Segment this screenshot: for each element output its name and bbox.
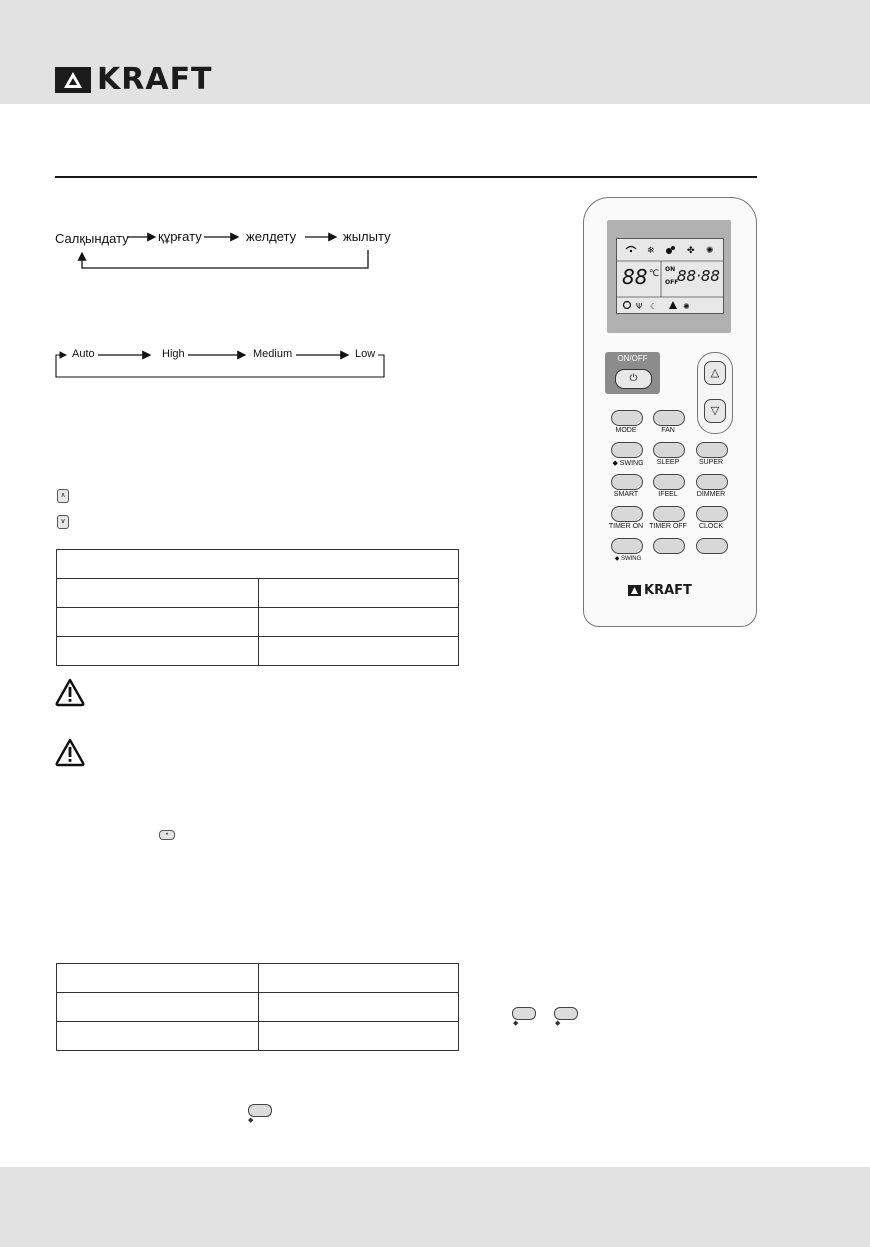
super-button-label: SUPER [698, 459, 724, 466]
swing-arrow-icon: ◆ [513, 1020, 519, 1027]
mode-button[interactable] [611, 410, 643, 426]
table-row [57, 550, 459, 579]
brand-logo [55, 62, 213, 97]
vertical-swing-button-icon [554, 1007, 578, 1020]
warning-triangle-icon [54, 677, 86, 707]
table-cell [57, 579, 259, 608]
table-cell [57, 993, 259, 1022]
swing-button-icon [248, 1104, 272, 1117]
settings-table-2 [56, 963, 459, 1051]
table-cell [259, 579, 459, 608]
clock-button-label: CLOCK [698, 523, 724, 530]
svg-text:Ψ: Ψ [636, 302, 643, 311]
svg-text:✤: ✤ [687, 246, 695, 256]
swing-arrow-icon: ◆ [555, 1020, 561, 1027]
table-row [57, 1022, 459, 1051]
settings-table-1 [56, 549, 459, 666]
mode-step-fan: желдету [246, 229, 297, 244]
dimmer-button-label: DIMMER [696, 491, 726, 498]
table-cell [259, 964, 459, 993]
horizontal-swing-button-icon [512, 1007, 536, 1020]
brand-name: KRAFT [97, 62, 213, 97]
swing-horizontal-text: SWING [620, 556, 642, 562]
dimmer-button[interactable] [696, 474, 728, 490]
svg-text:☾: ☾ [650, 302, 658, 311]
ifeel-button-label: IFEEL [658, 491, 678, 498]
up-triangle-icon: ∧ [57, 489, 69, 503]
blank-button-1[interactable] [653, 538, 685, 554]
fan-button[interactable] [653, 410, 685, 426]
super-button[interactable] [696, 442, 728, 458]
power-button[interactable]: ⏻ [615, 369, 652, 389]
ifeel-button[interactable] [653, 474, 685, 490]
page-header [0, 0, 870, 104]
table-cell [57, 608, 259, 637]
sleep-button-label: SLEEP [656, 459, 680, 466]
mode-step-heat: жылыту [343, 229, 391, 244]
swing-horizontal-button[interactable] [611, 538, 643, 554]
section-divider [55, 176, 757, 178]
table-cell [57, 964, 259, 993]
timer-off-label: TIMER OFF [649, 523, 687, 530]
table-row [57, 993, 459, 1022]
temp-up-button[interactable]: △ [704, 361, 726, 385]
warning-triangle-icon [54, 737, 86, 767]
brand-mark-icon [628, 585, 641, 596]
lcd-temp-unit: ℃ [649, 269, 660, 279]
svg-text:✺: ✺ [706, 246, 714, 256]
onoff-panel [605, 352, 660, 394]
table-cell [57, 550, 459, 579]
lcd-frame [607, 220, 731, 333]
remote-brand-logo [628, 585, 692, 596]
mode-step-dry: құрғату [158, 229, 202, 244]
table-cell [259, 1022, 459, 1051]
onoff-label: ON/OFF [617, 354, 648, 363]
table-row [57, 608, 459, 637]
temperature-rocker [697, 352, 733, 434]
svg-text:❄: ❄ [647, 246, 655, 256]
swing-horizontal-label: ◆ SWING [614, 556, 642, 562]
table-cell [57, 1022, 259, 1051]
fan-step-medium: Medium [253, 348, 293, 360]
down-triangle-icon: ∨ [57, 515, 69, 529]
table-cell [259, 608, 459, 637]
mode-step-cool: Салқындату [55, 231, 129, 246]
table-cell [57, 637, 259, 666]
swing-vertical-label: ◆ SWING [612, 460, 644, 467]
clock-button[interactable] [696, 506, 728, 522]
lcd-display [616, 238, 724, 314]
table-cell [259, 637, 459, 666]
fan-step-high: High [162, 348, 185, 360]
remote-control [583, 197, 757, 627]
lcd-off-label: OFF [665, 279, 679, 286]
mode-button-label: MODE [615, 427, 637, 434]
blank-button-2[interactable] [696, 538, 728, 554]
swing-vertical-text: SWING [619, 460, 644, 467]
inline-button-icon: • [159, 830, 175, 840]
smart-button[interactable] [611, 474, 643, 490]
sleep-button[interactable] [653, 442, 685, 458]
fan-step-low: Low [355, 348, 376, 360]
lcd-clock: 88·88 [677, 267, 720, 285]
fan-button-label: FAN [661, 427, 675, 434]
timer-on-label: TIMER ON [608, 523, 644, 530]
brand-mark-icon [55, 67, 91, 93]
fan-step-auto: Auto [72, 348, 95, 360]
smart-button-label: SMART [613, 491, 639, 498]
swing-vertical-button[interactable] [611, 442, 643, 458]
page-footer [0, 1167, 870, 1247]
timer-on-button[interactable] [611, 506, 643, 522]
svg-text:✺: ✺ [683, 302, 690, 311]
swing-arrow-icon: ◆ [248, 1117, 254, 1124]
timer-off-button[interactable] [653, 506, 685, 522]
table-row [57, 637, 459, 666]
table-cell [259, 993, 459, 1022]
lcd-on-label: ON [665, 266, 676, 273]
remote-brand-name: KRAFT [644, 583, 692, 598]
table-row [57, 964, 459, 993]
table-row [57, 579, 459, 608]
lcd-temperature: 88 [622, 265, 648, 289]
temp-down-button[interactable]: ▽ [704, 399, 726, 423]
